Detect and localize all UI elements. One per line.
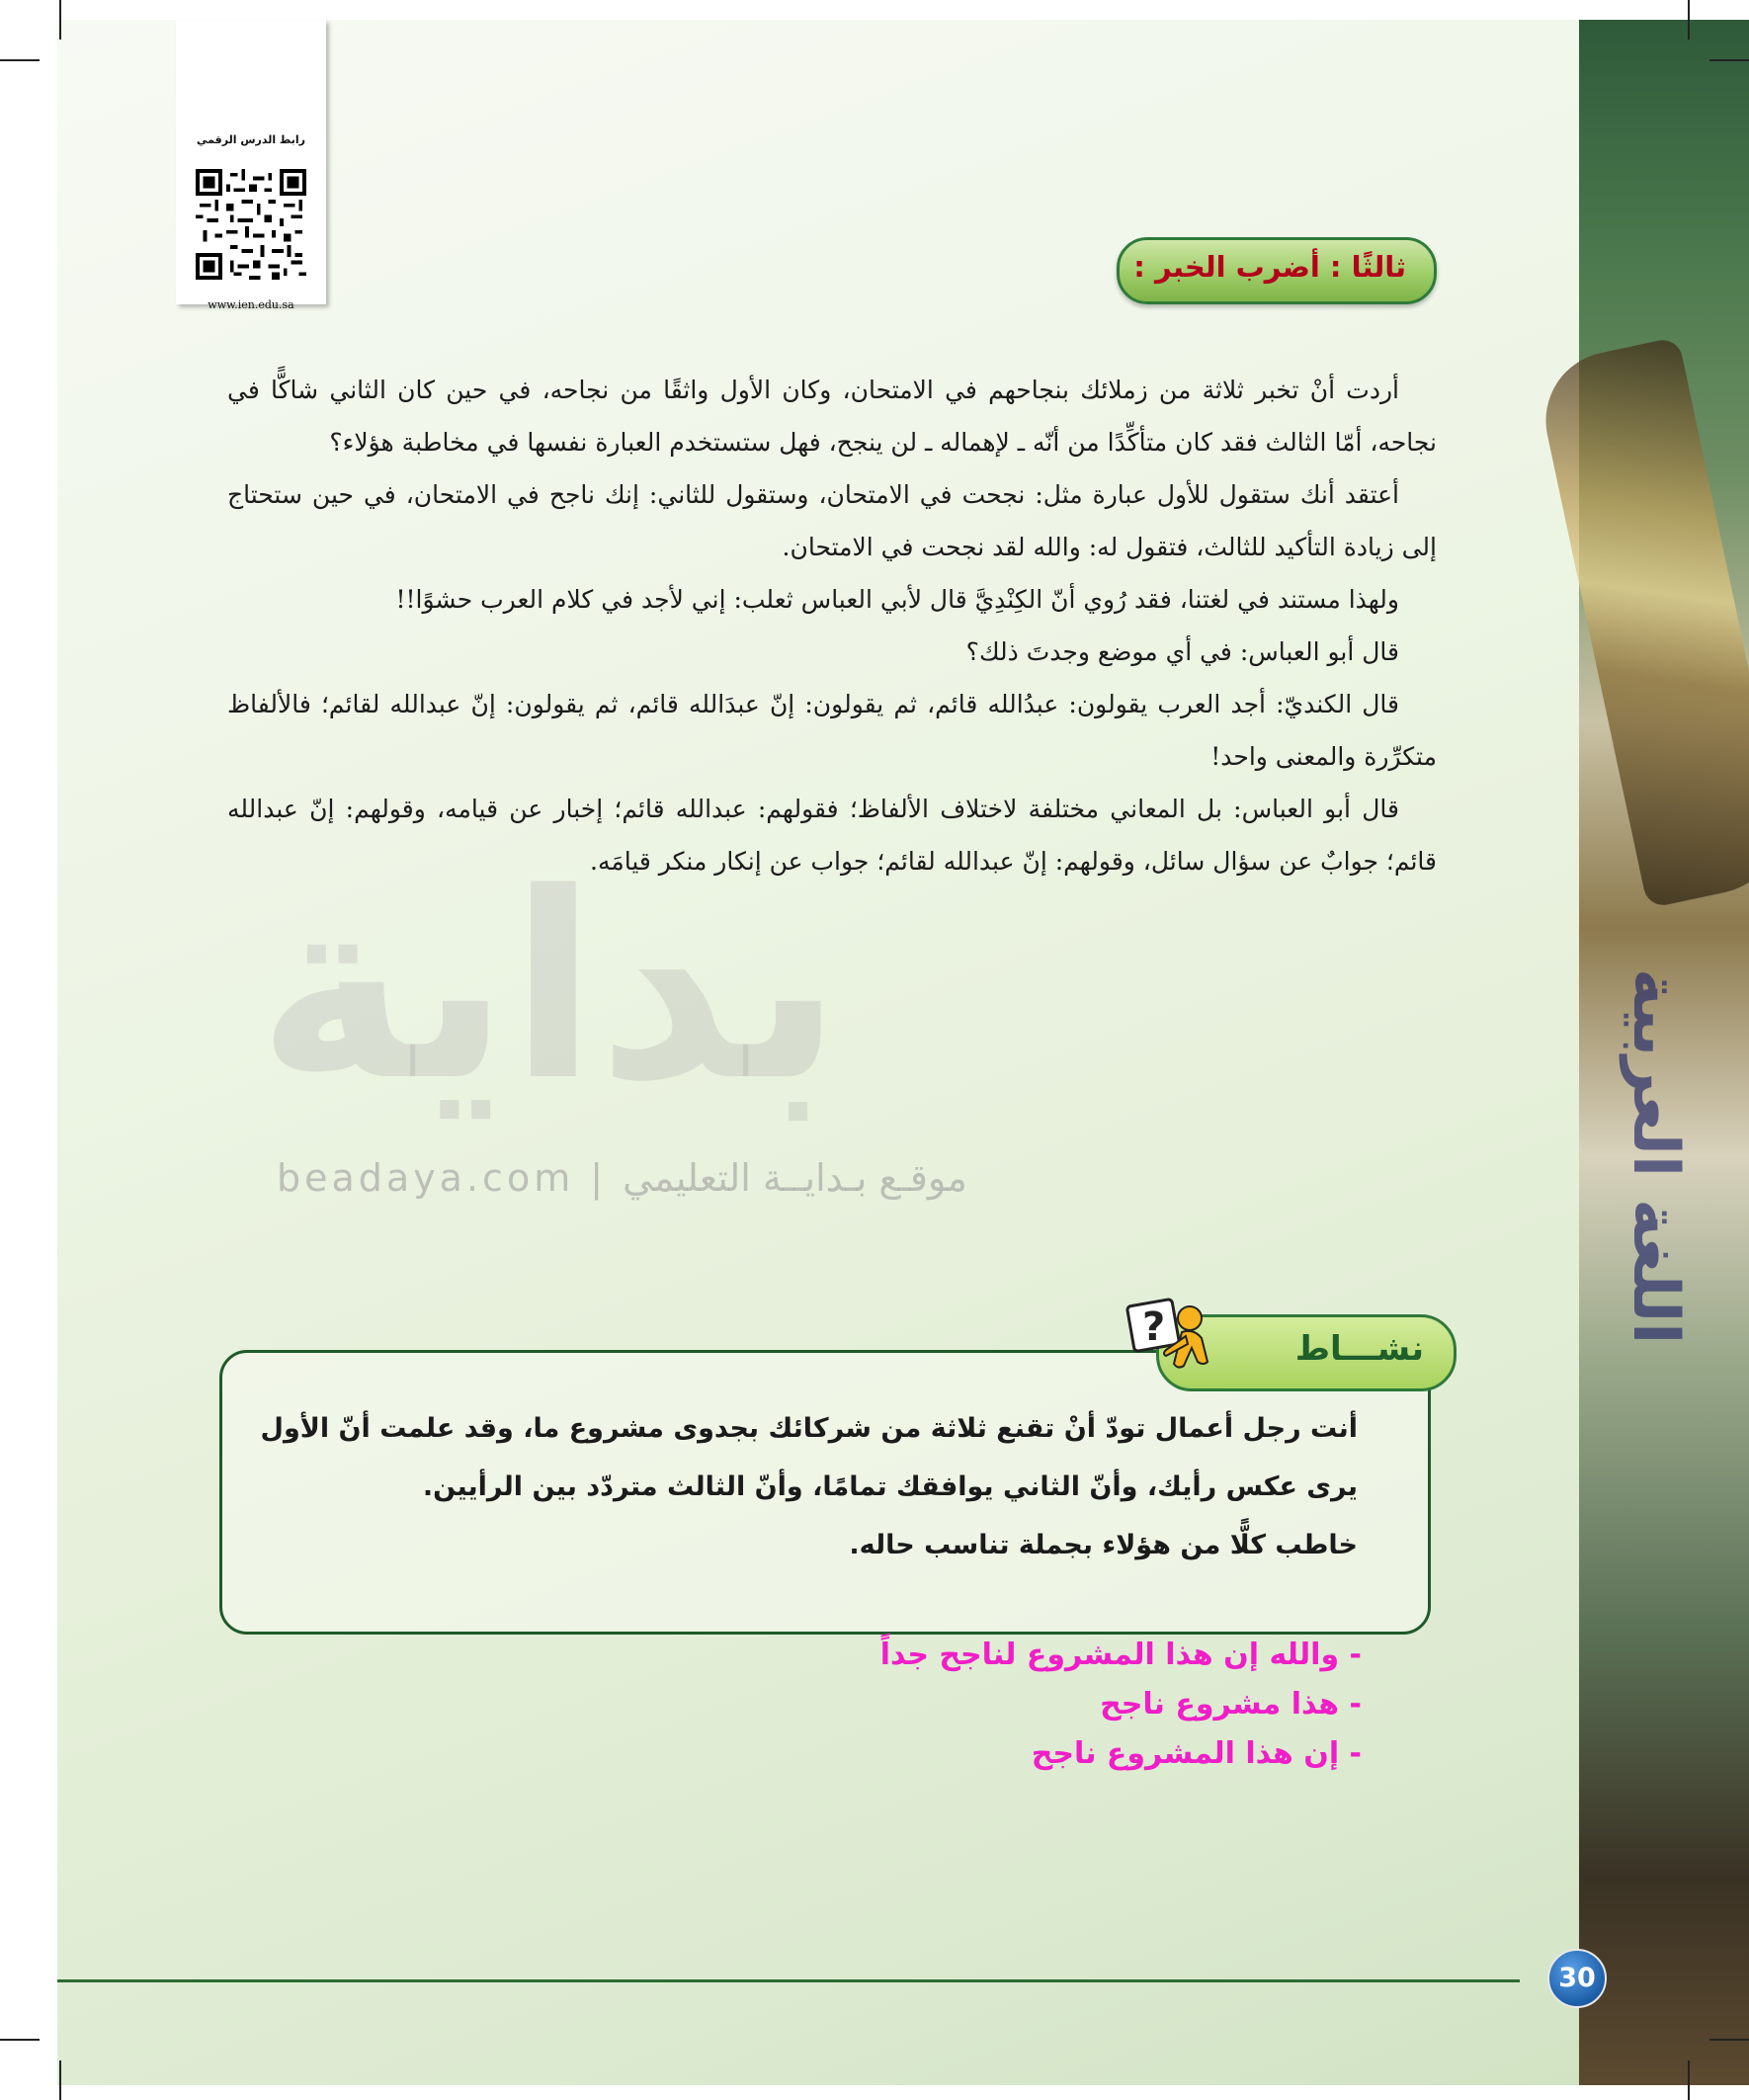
decorative-side-strip [1579,20,1749,2085]
qr-code-icon[interactable] [196,156,306,293]
footer-divider [57,1979,1520,1982]
watermark-site-text: beadaya.com | موقـع بـدايــة التعليمي [277,1156,967,1200]
crop-mark [0,59,40,61]
crop-mark [1709,2039,1749,2041]
crop-mark [1688,0,1690,40]
activity-line: يرى عكس رأيك، وأنّ الثاني يوافقك تمامًا، وأنّ الثالث متردّد بين الرأيين. [422,1471,1358,1502]
qr-title: رابط الدرس الرقمي [197,133,305,146]
qr-card[interactable] [176,20,326,311]
lesson-body [227,364,1437,887]
paragraph: أعتقد أنك ستقول للأول عبارة مثل: نجحت في الامتحان، وستقول للثاني: إنك ناجح في الامتحان، في حين ستحتاج إلى زيادة التأكيد للثالث، فتقول له: والله لقد نجحت في الامتحان. [227,480,1437,561]
paragraph: قال الكنديّ: أجد العرب يقولون: عبدُالله قائم، ثم يقولون: إنّ عبدَالله قائم، ثم يقولون: إنّ عبدالله لقائم؛ فالألفاظ متكرِّرة والمعنى واحد! [227,690,1437,771]
page-number-badge: 30 [1547,1949,1607,2008]
answer-line: - إن هذا المشروع ناجح [1031,1736,1362,1771]
activity-answers [593,1631,1362,1779]
crop-mark [1688,2060,1690,2100]
crop-mark [0,2039,40,2041]
paragraph: ولهذا مستند في لغتنا، فقد رُوي أنّ الكِنْدِيَّ قال لأبي العباس ثعلب: إني لأجد في كلام العرب حشوًا!! [395,585,1399,614]
side-brand-text: اللغة العربية [1619,968,1692,1345]
activity-text [259,1399,1358,1574]
activity-line: أنت رجل أعمال تودّ أنْ تقنع ثلاثة من شركائك بجدوى مشروع ما، وقد علمت أنّ الأول [260,1413,1358,1444]
paragraph: أردت أنْ تخبر ثلاثة من زملائك بنجاحهم في الامتحان، وكان الأول واثقًا من نجاحه، في حين كان الثاني شاكًّا في نجاحه، أمّا الثالث فقد كان متأكِّدًا من أنّه ـ لإهماله ـ لن ينجح، فهل ستستخدم العبارة نفسها في مخاطبة هؤلاء؟ [227,376,1437,457]
crop-mark [59,0,61,40]
activity-label: نشـــاط [1294,1329,1424,1369]
section-heading: ثالثًا : أضرب الخبر : [1133,250,1406,284]
watermark-logo-text: بداية [257,839,843,1137]
crop-mark [59,2060,61,2100]
activity-thinking-icon [1124,1293,1223,1391]
paragraph: قال أبو العباس: في أي موضع وجدتَ ذلك؟ [965,637,1399,666]
activity-line: خاطب كلًّا من هؤلاء بجملة تناسب حاله. [849,1530,1358,1560]
answer-line: - هذا مشروع ناجح [1100,1687,1362,1722]
svg-text:?: ? [1142,1304,1166,1350]
paragraph: قال أبو العباس: بل المعاني مختلفة لاختلاف الألفاظ؛ فقولهم: عبدالله قائم؛ إخبار عن قيامه، وقولهم: إنّ عبدالله قائم؛ جوابٌ عن سؤال سائل، وقولهم: إنّ عبدالله لقائم؛ جواب عن إنكار منكر قيامَه. [227,795,1437,876]
qr-url[interactable]: www.ien.edu.sa [208,298,294,311]
answer-line: - والله إن هذا المشروع لناجح جداً [879,1638,1362,1672]
crop-mark [1709,59,1749,61]
section-heading-pill [1117,237,1437,304]
